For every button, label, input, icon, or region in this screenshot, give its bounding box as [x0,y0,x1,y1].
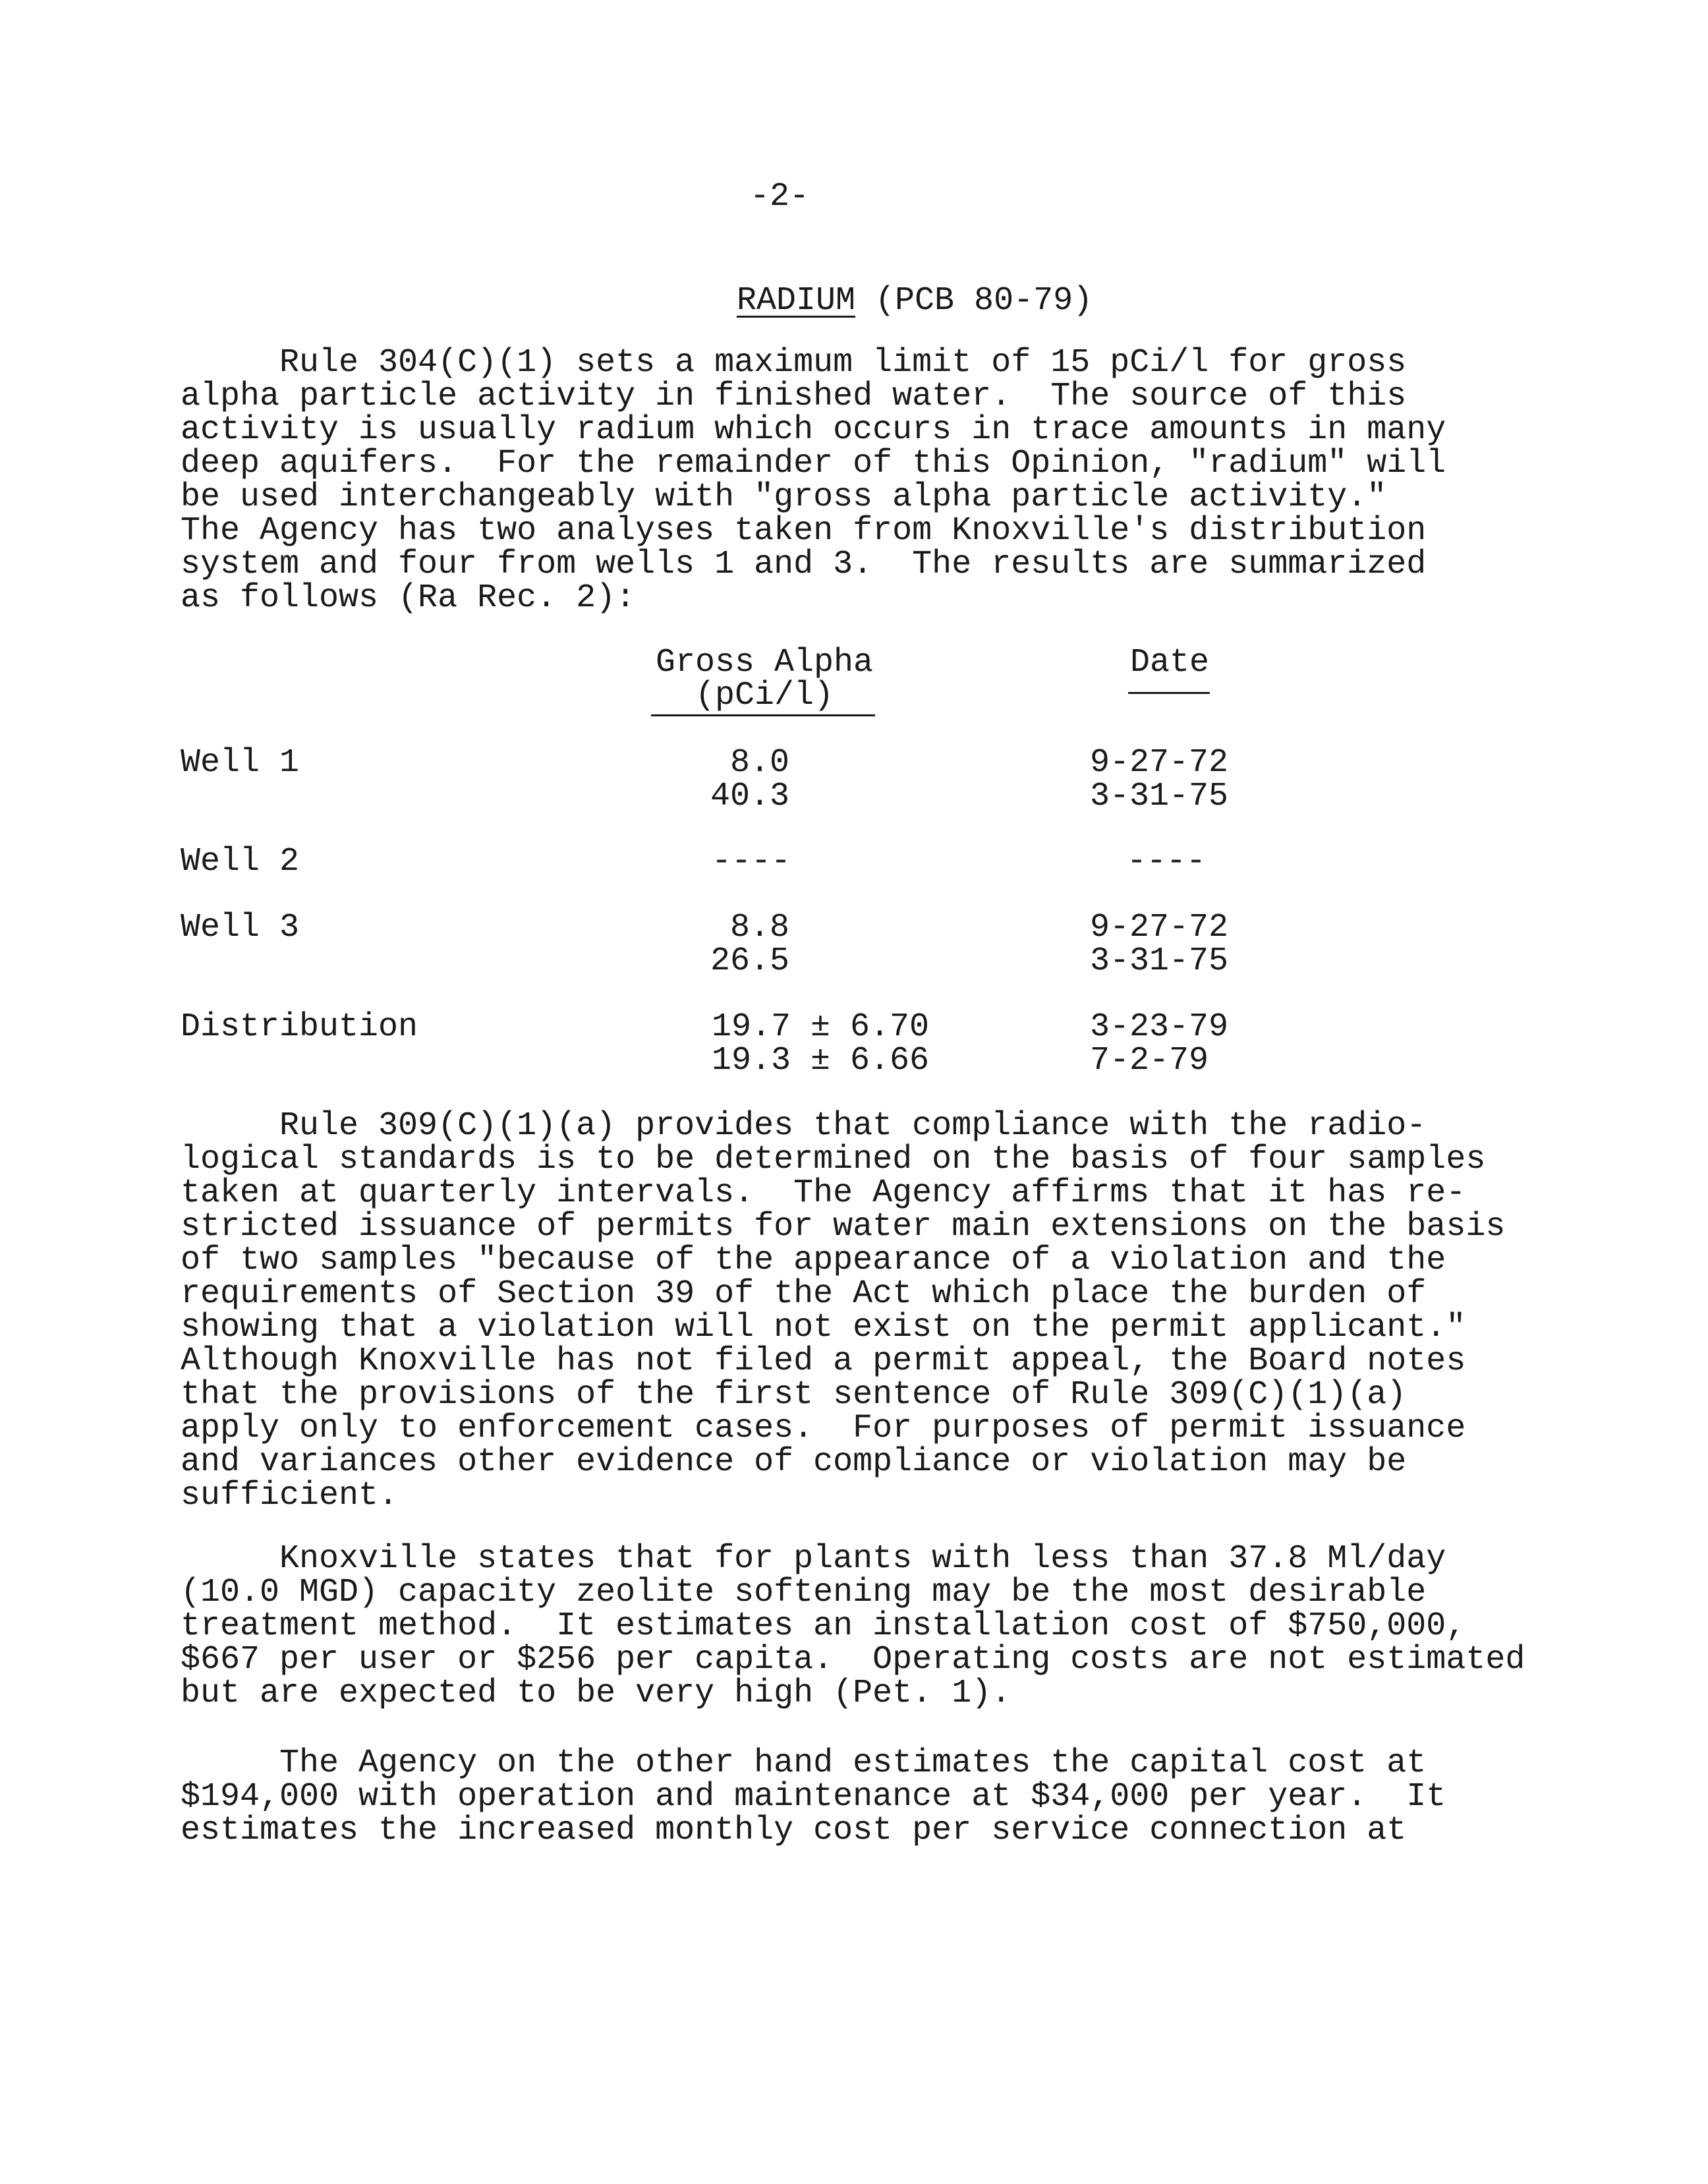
sample-date: 9-27-72 [1090,744,1229,782]
row-label: Distribution [181,1008,418,1046]
paragraph-line: of two samples "because of the appearance of a violation and the [181,1242,1446,1279]
paragraph-line: showing that a violation will not exist on the permit applicant." [181,1309,1466,1346]
paragraph-line: treatment method. It estimates an installation cost of $750,000, [181,1607,1466,1645]
paragraph-line: $194,000 with operation and maintenance at $34,000 per year. It [181,1778,1446,1816]
paragraph-line: apply only to enforcement cases. For purposes of permit issuance [181,1410,1466,1447]
paragraph-line: Rule 309(C)(1)(a) provides that compliance with the radio- [181,1107,1427,1145]
column-header-date: Date [1129,644,1210,681]
gross-alpha-value: 19.3 ± 6.66 [712,1042,930,1079]
column-header-rule [651,714,875,716]
paragraph-line: and variances other evidence of compliance or violation may be [181,1443,1407,1481]
paragraph-line: system and four from wells 1 and 3. The results are summarized [181,546,1427,583]
sample-date: 3-23-79 [1090,1008,1229,1046]
paragraph-line: logical standards is to be determined on the basis of four samples [181,1141,1486,1178]
gross-alpha-value: 26.5 [710,942,790,980]
paragraph-line: taken at quarterly intervals. The Agency affirms that it has re- [181,1174,1466,1212]
column-header-rule [1128,692,1210,694]
paragraph-line: sufficient. [181,1477,399,1514]
paragraph-line: requirements of Section 39 of the Act which place the burden of [181,1275,1427,1313]
section-docket: (PCB 80-79) [855,282,1093,320]
paragraph-line: that the provisions of the first sentence of Rule 309(C)(1)(a) [181,1376,1407,1414]
page-number: -2- [750,178,810,216]
paragraph-line: alpha particle activity in finished water. The source of this [181,378,1407,415]
paragraph-line: The Agency has two analyses taken from Knoxville's distribution [181,512,1427,550]
column-header-gross-alpha: Gross Alpha [655,644,874,681]
sample-date: 7-2-79 [1090,1042,1209,1079]
paragraph-line: deep aquifers. For the remainder of this Opinion, "radium" will [181,445,1446,482]
gross-alpha-value: 19.7 ± 6.70 [712,1008,930,1046]
row-label: Well 1 [181,744,300,782]
paragraph-line: activity is usually radium which occurs in trace amounts in many [181,411,1446,449]
gross-alpha-value: ---- [712,843,791,880]
gross-alpha-value: 40.3 [710,778,790,815]
sample-date: 3-31-75 [1090,942,1229,980]
section-heading [737,282,1093,320]
paragraph-line: estimates the increased monthly cost per service connection at [181,1812,1407,1849]
paragraph-line: but are expected to be very high (Pet. 1). [181,1675,1011,1712]
section-title: RADIUM [737,282,856,320]
paragraph-line: The Agency on the other hand estimates the capital cost at [181,1744,1427,1782]
paragraph-line: Knoxville states that for plants with less than 37.8 Ml/day [181,1540,1446,1578]
gross-alpha-value: 8.8 [730,909,790,946]
paragraph-line: Although Knoxville has not filed a permit appeal, the Board notes [181,1342,1466,1380]
paragraph-line: $667 per user or $256 per capita. Operating costs are not estimated [181,1641,1525,1679]
paragraph-line: be used interchangeably with "gross alpha particle activity." [181,478,1387,516]
row-label: Well 2 [181,843,300,880]
paragraph-line: (10.0 MGD) capacity zeolite softening may be the most desirable [181,1574,1427,1611]
row-label: Well 3 [181,909,300,946]
sample-date: 9-27-72 [1090,909,1229,946]
gross-alpha-value: 8.0 [730,744,790,782]
paragraph-line: as follows (Ra Rec. 2): [181,579,636,617]
paragraph-line: Rule 304(C)(1) sets a maximum limit of 15 pCi/l for gross [181,344,1407,382]
sample-date: ---- [1127,843,1207,880]
column-header-units: (pCi/l) [695,677,834,714]
sample-date: 3-31-75 [1090,778,1229,815]
paragraph-line: stricted issuance of permits for water main extensions on the basis [181,1208,1506,1246]
